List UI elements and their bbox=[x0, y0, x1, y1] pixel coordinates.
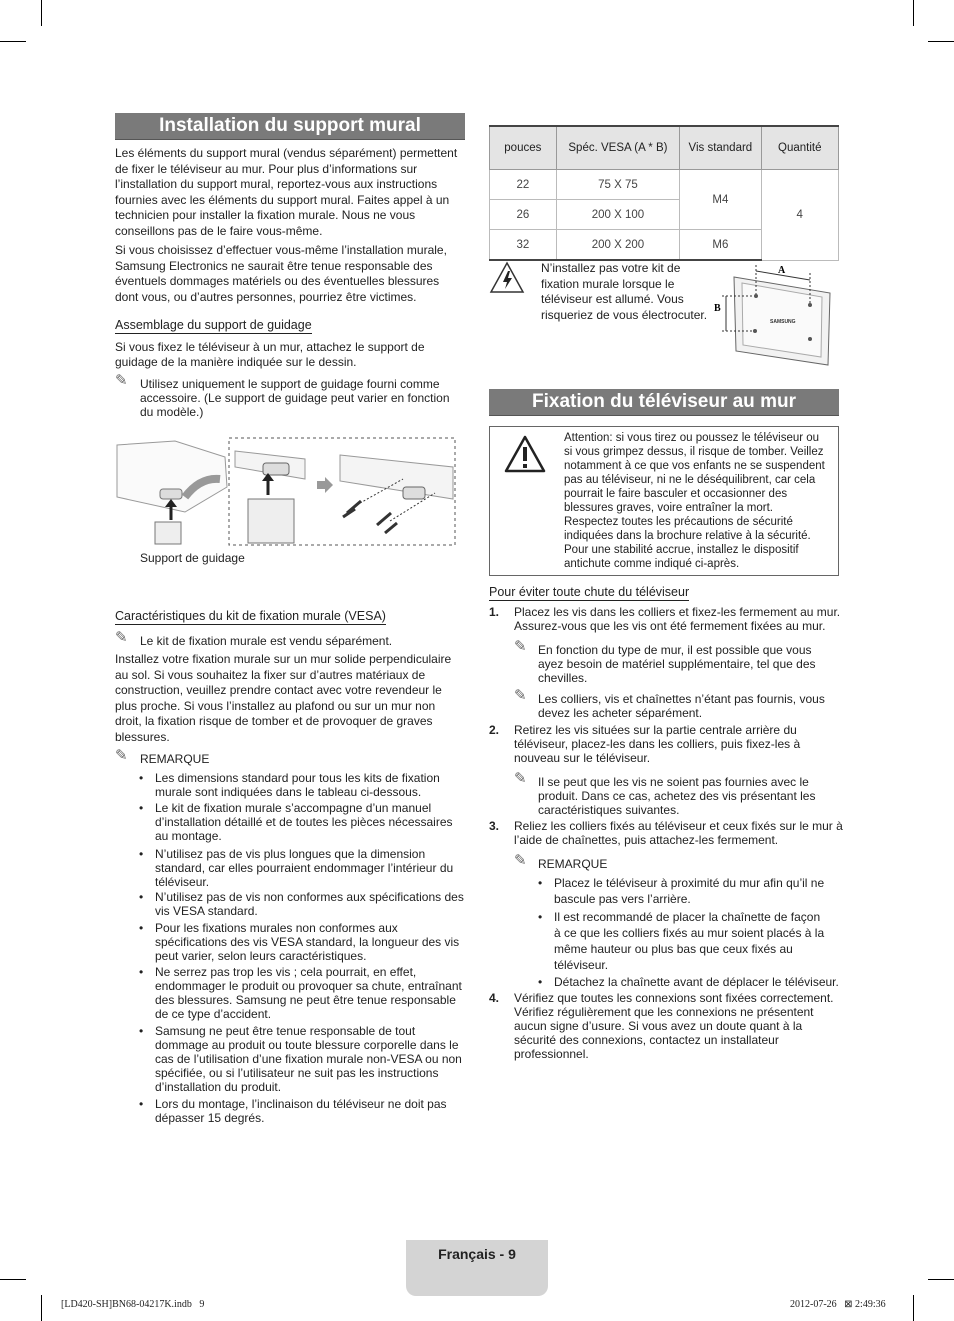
step-text: Retirez les vis situées sur la partie centrale arrière du téléviseur, placez-les dans les colliers, puis fixez-les à nouveau sur le téléviseur. bbox=[514, 723, 801, 765]
guide-text: Si vous fixez le téléviseur à un mur, attachez le support de guidage de la manière indiquée sur le dessin. bbox=[115, 340, 425, 369]
remark-label: REMARQUE bbox=[140, 752, 210, 766]
step-number: 4. bbox=[489, 991, 500, 1005]
pencil-note-icon: ✎ bbox=[514, 770, 527, 787]
step-text: Placez les vis dans les colliers et fixez-les fermement au mur. Assurez-vous que les vis ont été fermement fixées au mur. bbox=[514, 605, 841, 633]
step-number: 2. bbox=[489, 723, 500, 737]
note-text: Les colliers, vis et chaînettes n’étant pas fournis, vous devez les acheter séparément. bbox=[538, 692, 825, 720]
list-item: • Placez le téléviseur à proximité du mur afin qu’il ne bascule pas vers l’arrière. bbox=[538, 876, 825, 906]
vesa-paragraph: Installez votre fixation murale sur un mur solide perpendiculaire au sol. Si vous souhaitez la fixer sur d’autres matériaux de construction, veuillez prendre contact avec votre revendeur le plus proche. Si vous l’installez au plafond ou sur un mur non droit, la fixation risque de tomber et de provoquer de graves blessures. bbox=[115, 652, 452, 744]
crop-mark bbox=[41, 0, 42, 26]
table-cell: 75 X 75 bbox=[556, 170, 680, 200]
crop-mark bbox=[913, 1295, 914, 1321]
step1-note-1 bbox=[514, 638, 839, 685]
tv-back-vesa-diagram bbox=[712, 261, 834, 369]
left-remark bbox=[115, 747, 315, 766]
list-item: • Le kit de fixation murale s’accompagne d’un manuel d’installation détaillé et de toutes les pièces nécessaires au montage. bbox=[139, 801, 453, 843]
step-item bbox=[489, 723, 814, 765]
crop-mark bbox=[0, 41, 26, 42]
list-item: • N’utilisez pas de vis non conformes aux spécifications des vis VESA standard. bbox=[139, 890, 464, 918]
step-number: 1. bbox=[489, 605, 500, 619]
step1-note-2 bbox=[514, 687, 839, 720]
vesa-note bbox=[115, 629, 465, 648]
column-header: Spéc. VESA (A * B) bbox=[556, 126, 680, 170]
step-number: 3. bbox=[489, 819, 500, 833]
table-cell: 22 bbox=[490, 170, 557, 200]
intro-paragraph-1: Les éléments du support mural (vendus séparément) permettent de fixer le téléviseur au mur. Pour plus d’informations sur l’installation du support mural, reportez-vous aux instructions fournies avec les éléments du support mural. Faites appel à un technicien pour installer la fixation murale. Nous ne vous conseillons pas de le faire vous-même. bbox=[115, 146, 458, 238]
list-item: • Pour les fixations murales non conformes aux spécifications des vis VESA standard, la longueur des vis peut varier, selon leurs caractéristiques. bbox=[139, 921, 460, 963]
right-remark bbox=[514, 852, 714, 871]
list-item: • Ne serrez pas trop les vis ; cela pourrait, en effet, endommager le produit ou provoquer sa chute, entraînant des blessures. Samsung ne peut être tenue responsable de ce type d’accident. bbox=[139, 965, 462, 1021]
pencil-note-icon: ✎ bbox=[514, 852, 527, 869]
table-header-row bbox=[490, 126, 839, 170]
vesa-table bbox=[489, 125, 839, 261]
attention-warning-icon bbox=[504, 435, 546, 473]
table-cell: 32 bbox=[490, 230, 557, 261]
table-row bbox=[490, 170, 839, 200]
column-header: Vis standard bbox=[680, 126, 761, 170]
list-item: • Il est recommandé de placer la chaînette de façon à ce que les colliers fixés au mur soient placés à la même hauteur ou plus bas que ceux fixés au téléviseur. bbox=[538, 910, 825, 972]
prevent-fall-heading: Pour éviter toute chute du téléviseur bbox=[489, 585, 690, 599]
print-timestamp: 2012-07-26 ⊠ 2:49:36 bbox=[790, 1299, 886, 1310]
attention-body: : si vous tirez ou poussez le téléviseur ou si vous grimpez dessus, il risque de tomber. Veillez notamment à ce que vos enfants ne se suspendent pas au téléviseur, ni ne le déséquilibrent, car cela pourrait le faire basculer et occasionner des blessures graves, voire entraîner la mort. Respectez toutes les précautions de sécurité indiquées dans la brochure relative à la sécurité. Pour une stabilité accrue, installez le dispositif antichute comme indiqué ci-après. bbox=[564, 432, 825, 570]
section-title-wall-mount: Installation du support mural bbox=[115, 113, 465, 140]
table-cell: 4 bbox=[761, 170, 838, 261]
pencil-note-icon: ✎ bbox=[514, 638, 527, 655]
guide-heading: Assemblage du support de guidage bbox=[115, 318, 312, 332]
electric-warning-text: N’installez pas votre kit de fixation murale lorsque le téléviseur est allumé. Vous risqueriez de vous électrocuter. bbox=[541, 261, 708, 322]
step-text: Vérifiez que toutes les connexions sont fixées correctement. Vérifiez régulièrement que les connexions ne présentent aucun signe d’usure. Si vous avez un doute quant à la sécurité des connexions, contactez un installateur professionnel. bbox=[514, 991, 834, 1061]
table-cell: 200 X 100 bbox=[556, 200, 680, 230]
crop-mark bbox=[928, 41, 954, 42]
attention-label: Attention bbox=[564, 432, 610, 444]
note-text: Il se peut que les vis ne soient pas fournies avec le produit. Dans ce cas, achetez des vis présentant les caractéristiques suivantes. bbox=[538, 775, 816, 817]
diagram-label-a: A bbox=[778, 265, 786, 276]
attention-box bbox=[489, 426, 839, 576]
vesa-note-text: Le kit de fixation murale est vendu séparément. bbox=[140, 634, 393, 648]
step-text: Reliez les colliers fixés au téléviseur et ceux fixés sur le mur à l’aide de chaînettes, puis attachez-les fermement. bbox=[514, 819, 843, 847]
crop-mark bbox=[41, 1295, 42, 1321]
diagram-label-b: B bbox=[714, 303, 721, 314]
column-header: Quantité bbox=[761, 126, 838, 170]
pencil-note-icon: ✎ bbox=[514, 687, 527, 704]
crop-mark bbox=[928, 1279, 954, 1280]
page-number-tab: Français - 9 bbox=[406, 1240, 548, 1296]
guide-support-illustration bbox=[115, 437, 460, 547]
samsung-logo: SAMSUNG bbox=[770, 319, 796, 325]
list-item: • Lors du montage, l’inclinaison du téléviseur ne doit pas dépasser 15 degrés. bbox=[139, 1097, 447, 1125]
note-text: En fonction du type de mur, il est possible que vous ayez besoin de matériel supplémentaire, tel que des chevilles. bbox=[538, 643, 816, 685]
crop-mark bbox=[913, 0, 914, 26]
pencil-note-icon: ✎ bbox=[115, 747, 128, 764]
table-cell: M4 bbox=[680, 170, 761, 230]
intro-paragraph-2: Si vous choisissez d’effectuer vous-même l’installation murale, Samsung Electronics ne saurait être tenue responsable des éventuels dommages matériels ou des éventuelles blessures dont vous, ou d’autres personnes, pourriez être victimes. bbox=[115, 243, 447, 304]
step-item bbox=[489, 819, 844, 847]
list-item: • Détachez la chaînette avant de déplacer le téléviseur. bbox=[538, 975, 839, 989]
step-item bbox=[489, 605, 844, 633]
table-cell: M6 bbox=[680, 230, 761, 261]
crop-mark bbox=[0, 1279, 26, 1280]
section-title-tv-fixing: Fixation du téléviseur au mur bbox=[489, 389, 839, 416]
guide-note-text: Utilisez uniquement le support de guidage fourni comme accessoire. (Le support de guidage peut varier en fonction du modèle.) bbox=[140, 377, 450, 419]
guide-caption: Support de guidage bbox=[140, 551, 245, 565]
list-item: • N’utilisez pas de vis plus longues que la dimension standard, car elles pourraient endommager l’intérieur du téléviseur. bbox=[139, 847, 454, 889]
table-cell: 26 bbox=[490, 200, 557, 230]
step2-note bbox=[514, 770, 839, 817]
table-cell: 200 X 200 bbox=[556, 230, 680, 261]
column-header: pouces bbox=[490, 126, 557, 170]
guide-note bbox=[115, 372, 465, 419]
remark-label: REMARQUE bbox=[538, 857, 608, 871]
step-item bbox=[489, 991, 839, 1061]
attention-text bbox=[564, 431, 826, 571]
file-info: [LD420-SH]BN68-04217K.indb 9 bbox=[61, 1299, 205, 1310]
pencil-note-icon: ✎ bbox=[115, 629, 128, 646]
pencil-note-icon: ✎ bbox=[115, 372, 128, 389]
list-item: • Les dimensions standard pour tous les kits de fixation murale sont indiquées dans le tableau ci-dessous. bbox=[139, 771, 440, 799]
list-item: • Samsung ne peut être tenue responsable de tout dommage au produit ou toute blessure corporelle dans le cas de l’utilisation d’une fixation murale non-VESA ou non spécifiée, ou si l’utilisateur ne suit pas les instructions d’installation du produit. bbox=[139, 1024, 462, 1094]
electric-shock-warning-icon bbox=[489, 261, 525, 294]
vesa-heading: Caractéristiques du kit de fixation murale (VESA) bbox=[115, 609, 386, 623]
